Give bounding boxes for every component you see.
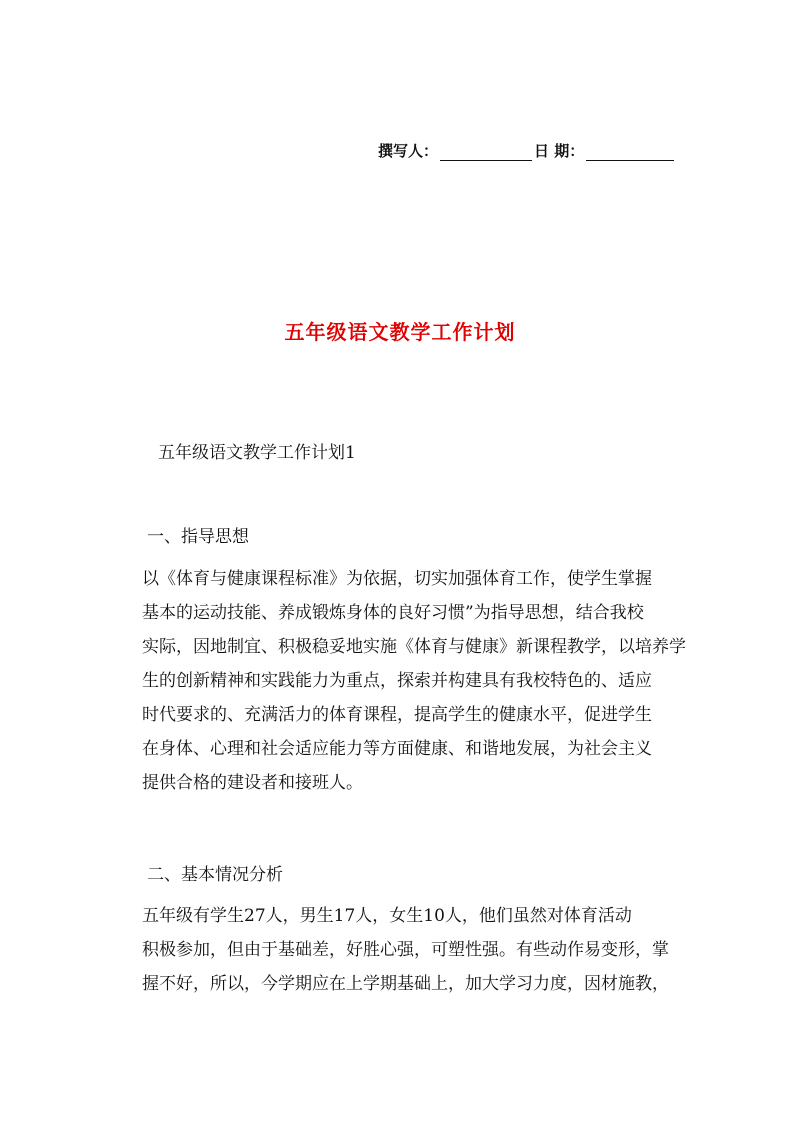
- author-label: 撰写人：: [378, 142, 439, 160]
- section-heading-basic-situation: 二、基本情况分析: [147, 865, 283, 885]
- date-blank-line: [586, 146, 674, 161]
- paragraph-basic-situation: 五年级有学生27人，男生17人，女生10人，他们虽然对体育活动 积极参加，但由于基础差，好胜心强，可塑性强。有些动作易变形，掌 握不好，所以，今学期应在上学期基础上，加大学习力度，因材施教，: [142, 906, 669, 994]
- document-title: 五年级语文教学工作计划: [284, 320, 516, 344]
- paragraph-guiding-ideology: 以《体育与健康课程标准》为依据，切实加强体育工作，使学生掌握 基本的运动技能、养成锻炼身体的良好习惯”为指导思想，结合我校 实际，因地制宜、积极稳妥地实施《体育与健康》新课程教学，以培养学 生的创新精神和实践能力为重点，探索并构建具有我校特色的、适应 时代要求的、充满活力的体育课程，提高学生的健康水平，促进学生 在身体、心理和社会适应能力等方面健康、和谐地发展，为社会主义 提供合格的建设者和接班人。: [142, 569, 686, 793]
- section-heading-guiding-ideology: 一、指导思想: [147, 527, 249, 547]
- header-author-date: [378, 140, 676, 161]
- document-subtitle: 五年级语文教学工作计划1: [158, 443, 356, 463]
- author-blank-line: [440, 146, 532, 161]
- date-label: 日 期：: [534, 142, 585, 160]
